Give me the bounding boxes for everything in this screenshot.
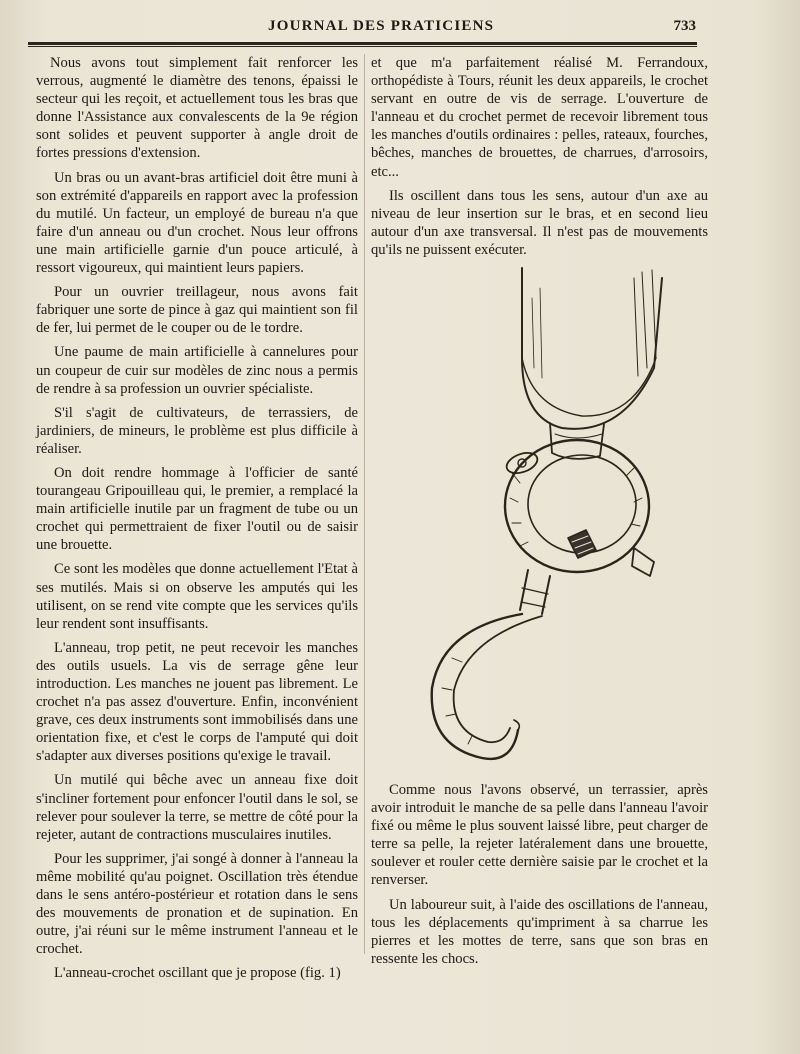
paragraph: Une paume de main artificielle à cannelures pour un coupeur de cuir sur modèles de zinc nous a permis de rendre à sa profession un ouvrier spécialiste. <box>36 344 358 397</box>
paragraph: Ils oscillent dans tous les sens, autour d'un axe au niveau de leur insertion sur le bras, et en second lieu autour d'un axe transversal. Il n'est pas de mouvements qu'ils ne puissent exécuter. <box>371 187 708 258</box>
left-column <box>36 54 358 989</box>
running-head: JOURNAL DES PRATICIENS <box>268 18 495 34</box>
page-number: 733 <box>673 18 696 34</box>
page-header <box>28 14 800 36</box>
right-column-bottom <box>371 781 708 974</box>
right-column-top <box>371 54 708 265</box>
paragraph: S'il s'agit de cultivateurs, de terrassiers, de jardiniers, de mineurs, le problème est plus difficile à réaliser. <box>36 404 358 457</box>
paragraph: Un mutilé qui bêche avec un anneau fixe doit s'incliner fortement pour enfoncer l'outil dans le sol, se relever pour soulever la terre, se mettre de côté pour la rejeter, autant de contractions musculaires inutiles. <box>36 772 358 843</box>
header-rule <box>28 42 697 45</box>
paragraph: Comme nous l'avons observé, un terrassier, après avoir introduit le manche de sa pelle dans l'anneau l'avoir fixé ou même le plus souvent laissé libre, peut charger de terre sa pelle, la rejeter latéralement dans une brouette, soulever et rouler cette dernière saisie par le crochet et la renverser. <box>371 782 708 889</box>
hook-ring-illustration <box>372 258 702 778</box>
paragraph: Ce sont les modèles que donne actuellement l'Etat à ses mutilés. Mais si on observe les amputés qui les utilisent, on se rend vite compte que les services qu'ils leur rendent sont insuffisants. <box>36 561 358 632</box>
paragraph: Nous avons tout simplement fait renforcer les verrous, augmenté le diamètre des tenons, épaissi le secteur qui les reçoit, et actuellement tous les bras que donne l'Assistance aux convalescents de la 9e région sont solides et peuvent supporter à angle droit de fortes pressions d'extension. <box>36 55 358 162</box>
header-rule-thin <box>28 46 697 47</box>
paragraph: Pour un ouvrier treillageur, nous avons fait fabriquer une sorte de pince à gaz qui maintient son fil de fer, lui permet de le couper ou de le tordre. <box>36 284 358 337</box>
paragraph: et que m'a parfaitement réalisé M. Ferrandoux, orthopédiste à Tours, réunit les deux appareils, le crochet servant en outre de vis de serrage. L'ouverture de l'anneau et du crochet permet de recevoir librement tous les manches d'outils ordinaires : pelles, rateaux, fourches, bêches, manches de brouettes, de charrues, d'arrosoirs, etc... <box>371 55 708 180</box>
paragraph: L'anneau-crochet oscillant que je propose (fig. 1) <box>54 965 341 982</box>
paragraph: Un laboureur suit, à l'aide des oscillations de l'anneau, tous les déplacements qu'impriment à sa charrue les pierres et les mottes de terre, sans que son bras en ressente les chocs. <box>371 896 708 967</box>
paragraph: Pour les supprimer, j'ai songé à donner à l'anneau la même mobilité qu'au poignet. Oscillation très étendue dans le sens antéro-postérieur et rotation dans le sens des mouvements de pronation et de supination. En outre, j'ai réuni sur le même instrument l'anneau et le crochet. <box>36 850 358 958</box>
column-divider <box>364 54 365 954</box>
paragraph: Un bras ou un avant-bras artificiel doit être muni à son extrémité d'appareils en rapport avec la profession du mutilé. Un facteur, un employé de bureau n'a que faire d'un anneau ou d'un crochet. Nous leur offrons une main artificielle garnie d'un pouce articulé, à ressort vigoureux, qui maintient leurs papiers. <box>36 169 358 277</box>
paragraph: L'anneau, trop petit, ne peut recevoir les manches des outils usuels. La vis de serrage gêne leur introduction. Les manches ne jouent pas librement. Le crochet n'a pas assez d'ouverture. Enfin, inconvénient grave, ces deux instruments sont immobilisés dans une orientation fixe, et c'est le corps de l'amputé qui doit s'adapter aux diverses positions qu'exige le travail. <box>36 639 358 765</box>
paragraph: On doit rendre hommage à l'officier de santé tourangeau Gripouilleau qui, le premier, a remplacé la main artificielle inutile par un fragment de tube ou un crochet qui permettraient de fixer l'outil ou de saisir une brouette. <box>36 464 358 554</box>
